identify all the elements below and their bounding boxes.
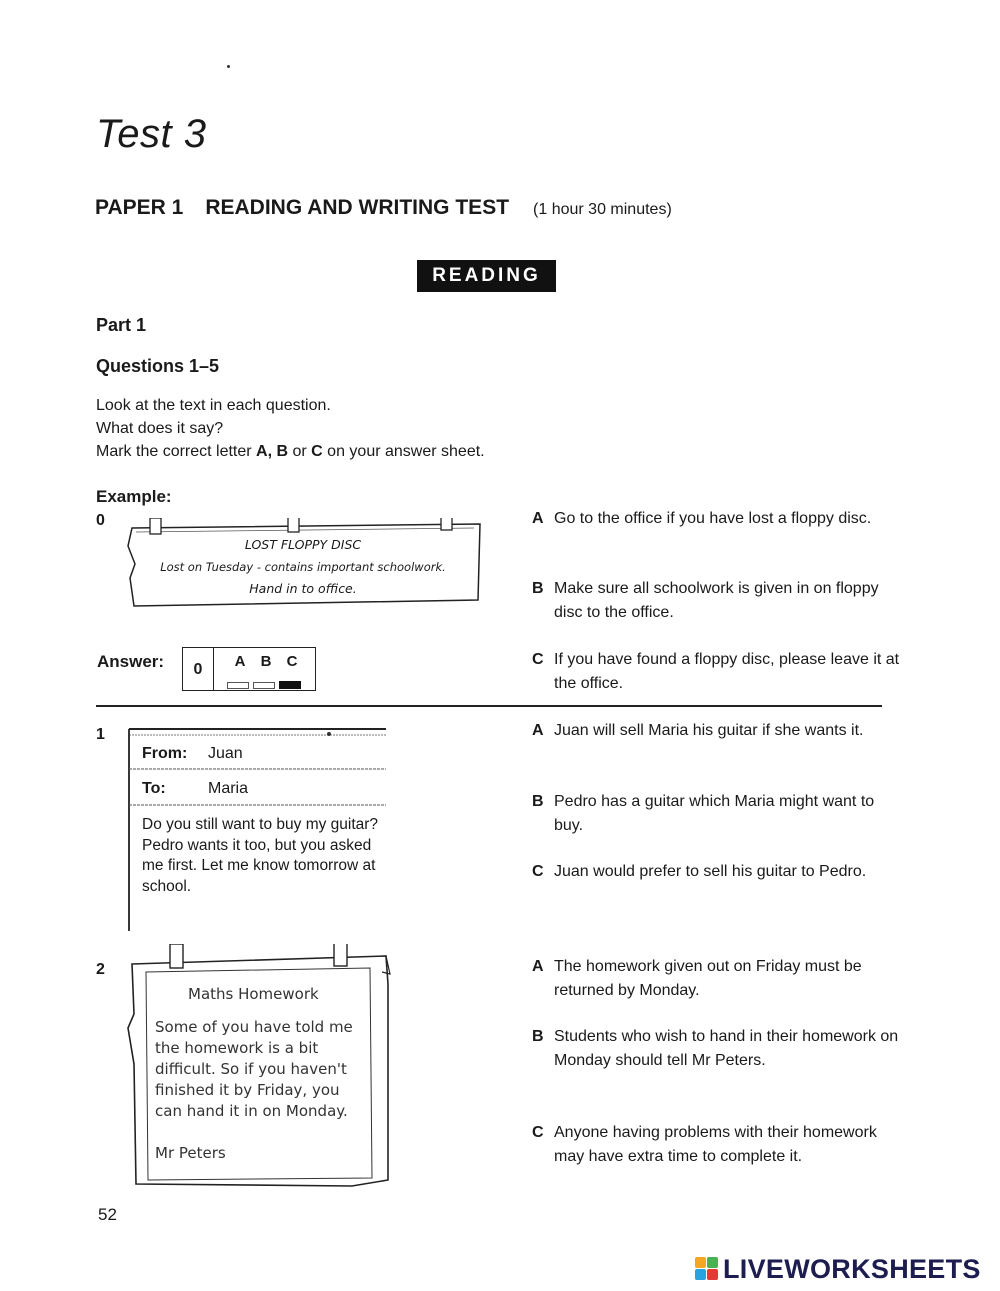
- example-notice: [124, 518, 482, 604]
- answer-letter: B: [260, 653, 272, 670]
- note-body: [155, 1017, 353, 1122]
- notice-line: Lost on Tuesday - contains important schoolwork.: [160, 560, 446, 574]
- answer-mark-b: [253, 682, 275, 689]
- note-signature: Mr Peters: [155, 1144, 226, 1162]
- question-1-option-c: C Juan would prefer to sell his guitar to Pedro.: [532, 863, 867, 880]
- section-badge: READING: [417, 260, 556, 292]
- question-2-option-a: A The homework given out on Friday must be returned by Monday.: [532, 958, 862, 999]
- notice-line: Hand in to office.: [249, 581, 357, 596]
- answer-number: 0: [183, 648, 214, 690]
- answer-letters: [227, 653, 305, 670]
- note-title: Maths Homework: [188, 985, 319, 1003]
- paper-title: READING AND WRITING TEST: [205, 196, 510, 219]
- example-option-c: C If you have found a floppy disc, please leave it at the office.: [532, 651, 900, 692]
- question-1-option-b: B Pedro has a guitar which Maria might want to buy.: [532, 793, 875, 834]
- question-2-notice: [124, 944, 390, 1198]
- instruction-line: Look at the text in each question.: [96, 397, 331, 414]
- email-body: Do you still want to buy my guitar? Pedro wants it too, but you asked me first. Let me know tomorrow at school.: [142, 816, 379, 895]
- answer-letter: C: [286, 653, 298, 670]
- paper-duration: (1 hour 30 minutes): [533, 201, 672, 218]
- test-title: Test 3: [96, 112, 207, 156]
- questions-title: Questions 1–5: [96, 356, 220, 376]
- note-line: the homework is a bit: [155, 1039, 319, 1057]
- scan-dot: [227, 65, 230, 68]
- example-number: 0: [96, 512, 105, 529]
- answer-mark-c-filled: [279, 681, 301, 689]
- question-1-option-a: A Juan will sell Maria his guitar if she wants it.: [532, 722, 864, 739]
- email-to-value: Maria: [208, 780, 249, 797]
- note-line: finished it by Friday, you: [155, 1081, 340, 1099]
- logo-text: LIVEWORKSHEETS: [723, 1253, 981, 1284]
- note-line: difficult. So if you haven't: [155, 1060, 347, 1078]
- note-line: Some of you have told me: [155, 1018, 353, 1036]
- part-title: Part 1: [96, 315, 147, 335]
- example-option-a: A Go to the office if you have lost a floppy disc.: [532, 510, 872, 527]
- example-label: Example:: [96, 487, 172, 506]
- question-2-number: 2: [96, 961, 105, 978]
- email-from-label: From:: [142, 745, 188, 762]
- notice-title: LOST FLOPPY DISC: [244, 537, 362, 552]
- liveworksheets-logo[interactable]: [695, 1252, 981, 1286]
- page-number: 52: [98, 1205, 117, 1224]
- email-from-value: Juan: [208, 745, 243, 762]
- email-from-row: [142, 745, 243, 763]
- question-1-number: 1: [96, 726, 105, 743]
- example-option-b: B Make sure all schoolwork is given in on floppy disc to the office.: [532, 580, 879, 621]
- answer-marks: [227, 676, 305, 694]
- paper-number: PAPER 1: [95, 196, 184, 219]
- question-2-option-b: B Students who wish to hand in their homework on Monday should tell Mr Peters.: [532, 1028, 899, 1069]
- paper-heading: [95, 196, 672, 220]
- instruction-line: Mark the correct letter A, B or C on your answer sheet.: [96, 443, 485, 460]
- instructions: [96, 394, 485, 463]
- answer-mark-a: [227, 682, 249, 689]
- logo-icon: [695, 1256, 719, 1282]
- section-divider: [96, 705, 882, 707]
- instruction-line: What does it say?: [96, 420, 224, 437]
- answer-letter: A: [234, 653, 246, 670]
- question-2-option-c: C Anyone having problems with their homework may have extra time to complete it.: [532, 1124, 877, 1165]
- email-to-row: [142, 780, 248, 798]
- answer-label: Answer:: [97, 652, 165, 671]
- answer-box: [182, 647, 316, 691]
- note-line: can hand it in on Monday.: [155, 1102, 348, 1120]
- email-to-label: To:: [142, 780, 166, 797]
- question-1-email: [126, 727, 386, 932]
